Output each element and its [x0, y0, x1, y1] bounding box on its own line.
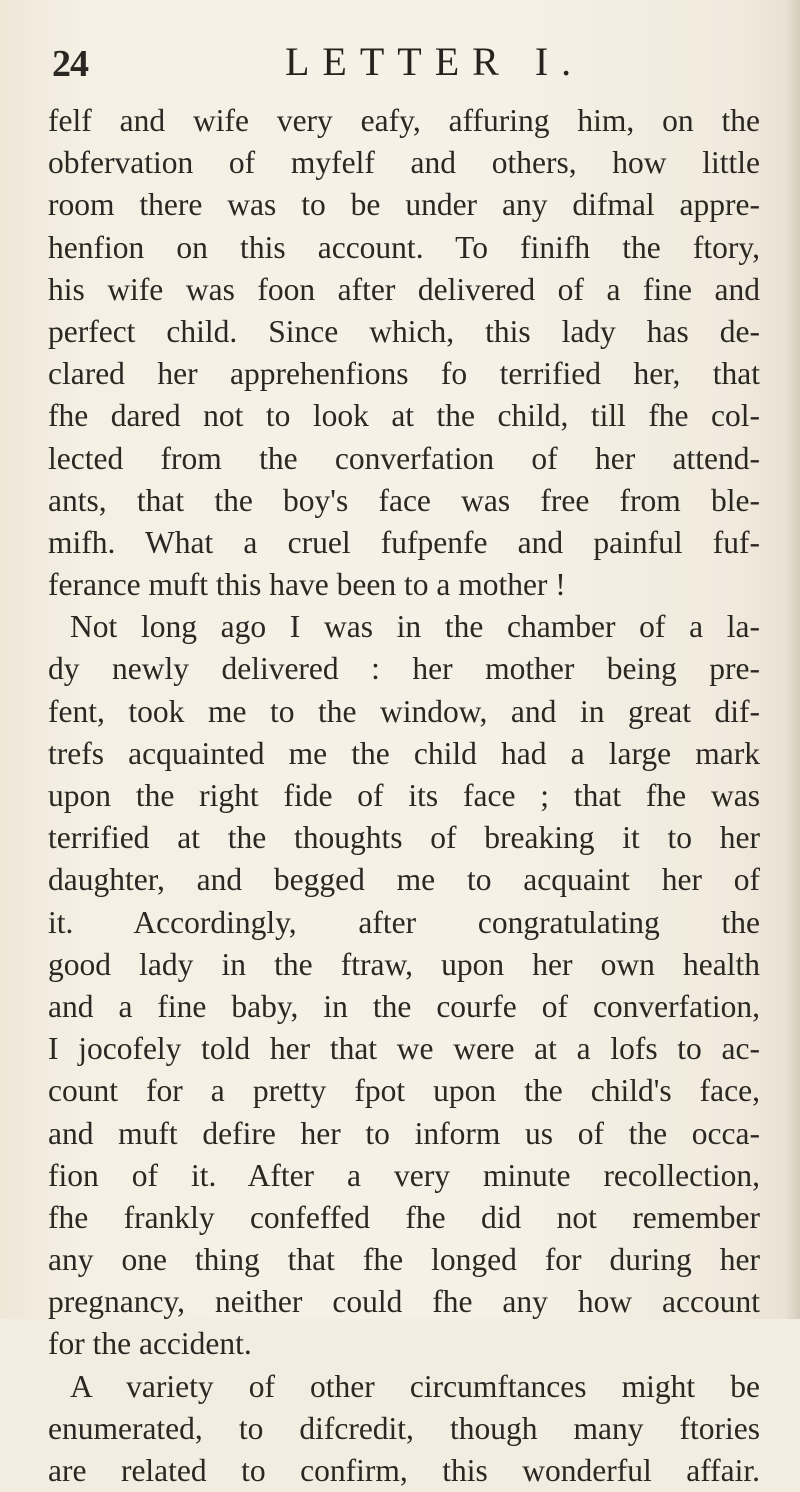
text-line: lected from the converfation of her attend-	[48, 440, 760, 476]
text-line: daughter, and begged me to acquaint her of	[48, 862, 760, 898]
page-edge-shadow	[786, 0, 800, 1319]
text-line: enumerated, to difcredit, though many ftories	[48, 1410, 760, 1446]
running-head: LETTER I.	[285, 39, 585, 84]
text-line: are related to confirm, this wonderful affair.	[48, 1453, 760, 1488]
text-line: and a fine baby, in the courfe of converfation,	[48, 988, 760, 1024]
page-header	[52, 38, 752, 90]
text-line: perfect child. Since which, this lady has de-	[48, 313, 760, 349]
text-line: pregnancy, neither could fhe any how account	[48, 1284, 760, 1320]
text-line: upon the right fide of its face ; that fhe was	[48, 778, 760, 813]
text-line: dy newly delivered : her mother being pre-	[48, 651, 760, 687]
text-line: room there was to be under any difmal appre-	[48, 187, 760, 223]
text-line: it. Accordingly, after congratulating the	[48, 904, 760, 940]
text-line: mifh. What a cruel fufpenfe and painful fuf-	[48, 524, 760, 560]
text-line: trefs acquainted me the child had a large mark	[48, 735, 760, 771]
text-line: felf and wife very eafy, affuring him, on the	[48, 103, 760, 138]
text-line: ants, that the boy's face was free from ble-	[48, 482, 760, 518]
text-line: clared her apprehenfions fo terrified her, that	[48, 356, 760, 392]
text-line: good lady in the ftraw, upon her own health	[48, 946, 760, 982]
text-line: fhe dared not to look at the child, till fhe col-	[48, 398, 760, 434]
text-line: terrified at the thoughts of breaking it to her	[48, 820, 760, 856]
text-line: fhe frankly confeffed fhe did not remember	[48, 1199, 760, 1235]
body-text	[48, 100, 760, 1492]
text-line: and muft defire her to inform us of the occa-	[48, 1115, 760, 1151]
text-line: for the accident.	[48, 1326, 252, 1362]
text-line: henfion on this account. To finifh the ftory,	[48, 229, 760, 265]
paragraph-start: Not long ago I was in the chamber of a la-	[70, 609, 760, 645]
text-line: fion of it. After a very minute recollection,	[48, 1157, 760, 1193]
text-line: any one thing that fhe longed for during her	[48, 1242, 760, 1278]
paragraph-start: A variety of other circumftances might be	[70, 1368, 760, 1404]
text-line: fent, took me to the window, and in great dif-	[48, 693, 760, 729]
page-number: 24	[52, 43, 88, 85]
text-line: his wife was foon after delivered of a fine and	[48, 271, 760, 307]
text-line: I jocofely told her that we were at a lofs to ac-	[48, 1031, 760, 1067]
text-line: count for a pretty fpot upon the child's face,	[48, 1073, 760, 1109]
text-line: ferance muft this have been to a mother !	[48, 567, 566, 603]
text-line: obfervation of myfelf and others, how little	[48, 145, 760, 181]
